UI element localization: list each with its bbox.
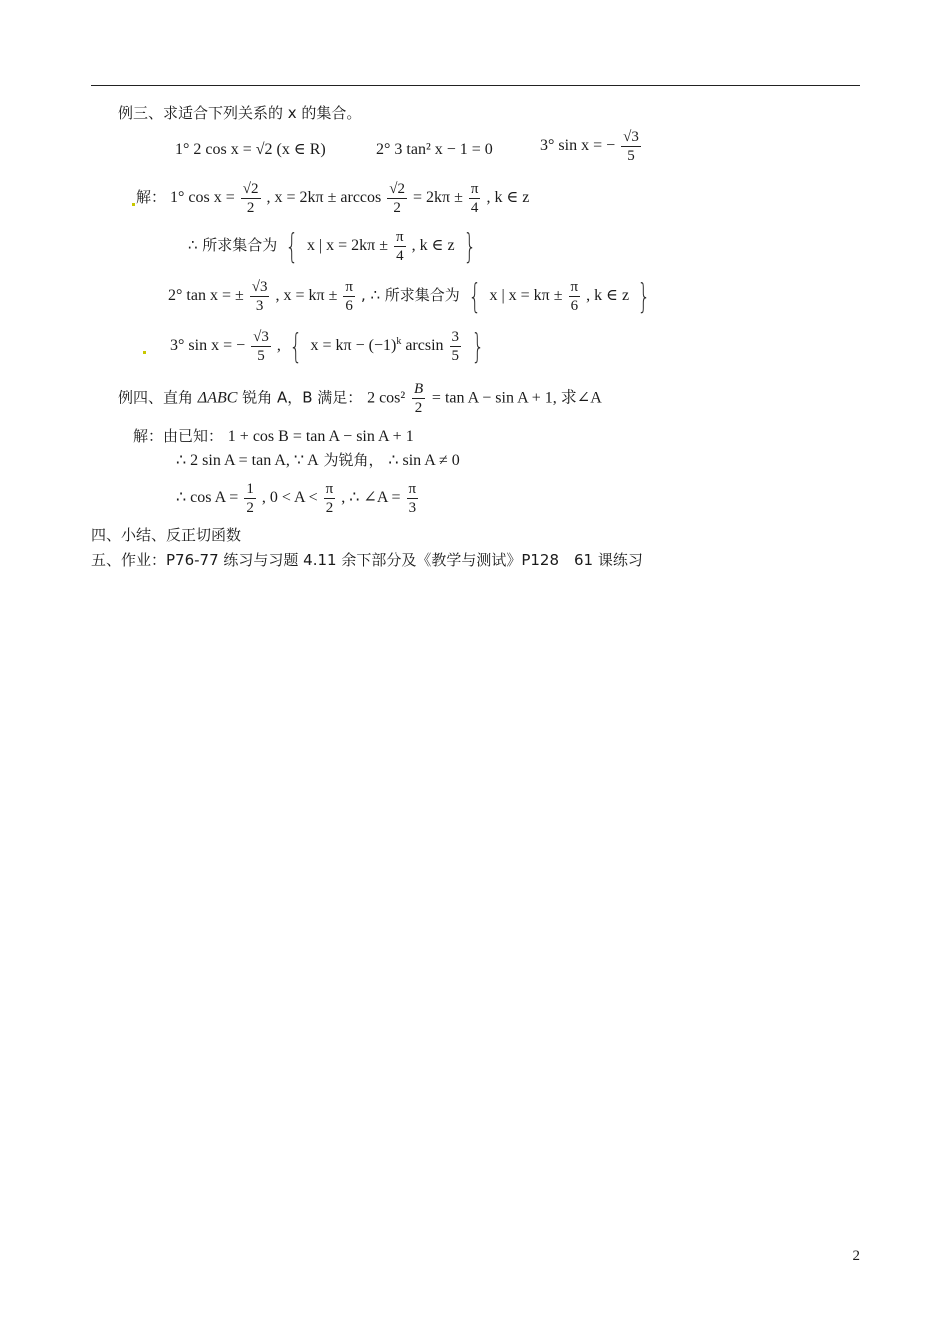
ex4-eq-rhs: = tan A − sin A + 1, 求∠A xyxy=(431,389,602,407)
example3-title: 例三、求适合下列关系的 x 的集合。 xyxy=(118,104,362,122)
sol3-arcsin: arcsin xyxy=(405,337,444,355)
sol4-line2 xyxy=(176,450,460,471)
solution-line1 xyxy=(136,180,529,217)
set1-tail: , k ∈ z xyxy=(411,237,455,255)
sol2-pi: π xyxy=(345,279,353,295)
solution-line3: 3° sin x = − $\frac{√3}{5}$ , { $x = k\pi - (-1)^k$ arcsin $\frac{3}{5}$ } xyxy=(170,326,485,367)
section4-summary: 四、小结、反正切函数 xyxy=(91,526,242,544)
sol3-den: 5 xyxy=(257,348,265,364)
sol2-six2: 6 xyxy=(570,298,579,314)
set1-pi: π xyxy=(396,229,404,245)
sol1-num: √2 xyxy=(242,181,259,197)
sol4-eq1: 1 + cos B = tan A − sin A + 1 xyxy=(227,428,414,445)
sol4-line1 xyxy=(133,426,414,447)
set1-four: 4 xyxy=(396,248,404,264)
ex4-eq-lhs: 2 cos² xyxy=(367,389,406,407)
sol2-mid: , x = kπ ± xyxy=(275,287,338,305)
ex4-cond: 锐角 A，B 满足： xyxy=(242,388,363,407)
sol3-lhs: 3° sin x = − xyxy=(170,337,246,355)
sol4-result: , ∴ ∠A = xyxy=(341,489,401,507)
sol4-pi2: π xyxy=(408,481,417,497)
example4-title xyxy=(118,380,602,417)
sol3-exp: k xyxy=(396,335,402,347)
sol2-pi2: π xyxy=(570,279,579,295)
marker-dot xyxy=(143,351,146,354)
example3-item3-den: 5 xyxy=(627,148,635,164)
sol2-tail: , k ∈ z xyxy=(586,287,630,305)
set1-body: x | x = 2kπ ± xyxy=(306,237,389,255)
sol1-four: 4 xyxy=(470,200,479,216)
sol4-num: 1 xyxy=(246,481,254,497)
sol3-num2: 3 xyxy=(451,329,460,345)
solution-line2: 2° tan x = ± $\frac{√3}{3}$ , x = kπ ± $\frac{\pi}{6}$ , ∴ 所求集合为 { x | x = kπ ± $\frac{\pi}{6}$ , k ∈ z } xyxy=(168,276,651,317)
sol1-tail: , k ∈ z xyxy=(486,189,530,207)
sol4-eq2: ∴ 2 sin A = tan A, ∵ A xyxy=(176,452,319,469)
example3-item3-num: √3 xyxy=(623,129,639,145)
sol2-den: 3 xyxy=(255,298,264,314)
sol4-cos: ∴ cos A = xyxy=(176,489,239,507)
ex4-triangle: ΔABC xyxy=(197,389,238,407)
sol1-den2: 2 xyxy=(393,200,401,216)
sol1-den: 2 xyxy=(246,200,255,216)
sol2-lhs: 2° tan x = ± xyxy=(168,287,244,305)
sol1-eq: = 2kπ ± xyxy=(412,189,463,207)
sol2-set-label: , ∴ 所求集合为 xyxy=(360,286,460,305)
sol4-den: 2 xyxy=(246,500,254,516)
sol2-six: 6 xyxy=(345,298,353,314)
marker-dot xyxy=(132,203,135,206)
ex4-eq-den: 2 xyxy=(414,400,423,416)
sol4-pi: π xyxy=(325,481,334,497)
sol4-three: 3 xyxy=(408,500,417,516)
ex4-label: 例四、直角 xyxy=(118,388,194,407)
sol1-num2: √2 xyxy=(389,181,405,197)
example3-item3-lhs: 3° sin x = − xyxy=(540,137,616,155)
solution-set1: ∴ 所求集合为 { x | x = 2kπ ± $\frac{\pi}{4}$ , k ∈ z } xyxy=(188,226,476,267)
example3-item2: 2° 3 tan² x − 1 = 0 xyxy=(376,141,493,158)
page-number: 2 xyxy=(852,1248,860,1264)
sol1-pi: π xyxy=(470,181,479,197)
ex4-eq-num: B xyxy=(413,381,424,397)
sol4-label: 解：由已知： xyxy=(133,427,224,445)
sol1-mid: , x = 2kπ ± arccos xyxy=(266,189,382,207)
set1-label: ∴ 所求集合为 xyxy=(188,236,278,255)
sol3-set-body: x = kπ − (−1) xyxy=(310,337,397,355)
sol3-num: √3 xyxy=(253,329,269,345)
sol4-two: 2 xyxy=(325,500,334,516)
example3-item3 xyxy=(540,128,643,165)
header-rule xyxy=(91,85,860,86)
sol4-range: , 0 < A < xyxy=(261,489,318,507)
sol4-acute: 为锐角， xyxy=(323,451,384,469)
sol2-set-body: x | x = kπ ± xyxy=(489,287,563,305)
solution-label: 解： xyxy=(136,188,167,207)
sol4-line3 xyxy=(176,480,420,517)
section5-homework: 五、作业：P76-77 练习与习题 4.11 余下部分及《教学与测试》P128 61 课练习 xyxy=(91,551,643,569)
example3-item1: 1° 2 cos x = √2 (x ∈ R) xyxy=(175,141,326,158)
sol2-num: √3 xyxy=(251,279,268,295)
sol1-lhs: 1° cos x = xyxy=(170,189,235,207)
sol3-den2: 5 xyxy=(451,348,460,364)
sol4-nonzero: ∴ sin A ≠ 0 xyxy=(388,452,460,469)
